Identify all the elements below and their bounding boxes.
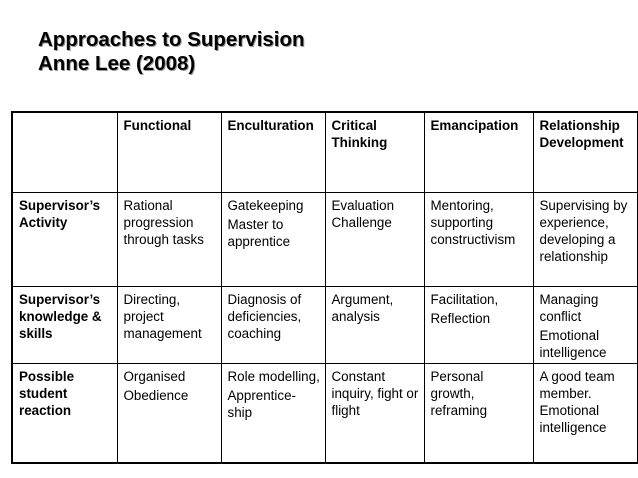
table-header-row xyxy=(12,112,638,192)
column-header-relationship-development: Relationship Development xyxy=(533,112,638,192)
corner-cell xyxy=(12,112,117,192)
table-row xyxy=(12,363,638,463)
table-cell: Role modelling, Apprentice-ship xyxy=(221,363,325,463)
table-cell: Personal growth, reframing xyxy=(424,363,533,463)
column-header-enculturation: Enculturation xyxy=(221,112,325,192)
table-cell: A good team member. Emotional intelligence xyxy=(533,363,638,463)
table-cell: Facilitation, Reflection xyxy=(424,286,533,363)
table-cell: Mentoring, supporting constructivism xyxy=(424,192,533,286)
table-row xyxy=(12,286,638,363)
table-cell: Organised Obedience xyxy=(117,363,221,463)
title-line-2: Anne Lee (2008) xyxy=(38,52,196,75)
row-header-supervisor-activity: Supervisor’s Activity xyxy=(12,192,117,286)
title-line-1: Approaches to Supervision xyxy=(38,28,305,51)
column-header-functional: Functional xyxy=(117,112,221,192)
table-cell: Gatekeeping Master to apprentice xyxy=(221,192,325,286)
table-cell: Rational progression through tasks xyxy=(117,192,221,286)
table-cell: Diagnosis of deficiencies, coaching xyxy=(221,286,325,363)
table-cell: Evaluation Challenge xyxy=(325,192,424,286)
slide-title xyxy=(38,28,305,76)
table-cell: Managing conflict Emotional intelligence xyxy=(533,286,638,363)
row-header-student-reaction: Possible student reaction xyxy=(12,363,117,463)
table-cell: Constant inquiry, fight or flight xyxy=(325,363,424,463)
table-cell: Supervising by experience, developing a relationship xyxy=(533,192,638,286)
column-header-critical-thinking: Critical Thinking xyxy=(325,112,424,192)
table-cell: Directing, project management xyxy=(117,286,221,363)
row-header-knowledge-skills: Supervisor’s knowledge & skills xyxy=(12,286,117,363)
table-row xyxy=(12,192,638,286)
column-header-emancipation: Emancipation xyxy=(424,112,533,192)
table-cell: Argument, analysis xyxy=(325,286,424,363)
supervision-approaches-table xyxy=(11,111,638,464)
